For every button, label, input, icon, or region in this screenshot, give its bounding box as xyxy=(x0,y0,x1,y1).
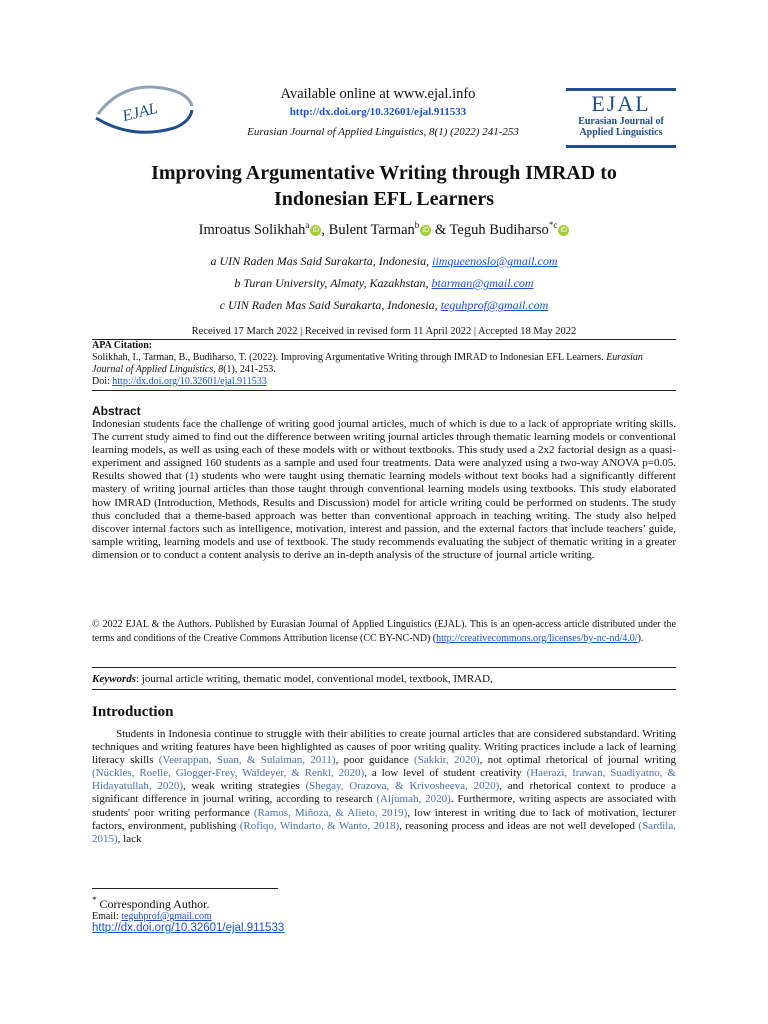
footnote-email-label: Email: xyxy=(92,911,122,922)
keywords xyxy=(92,673,676,685)
author-list xyxy=(70,220,698,239)
footnote-rule xyxy=(92,888,278,889)
introduction-text xyxy=(92,728,676,845)
apa-journal: Eurasian Journal of Applied Linguistics, 8 xyxy=(92,352,643,375)
intro-text-segment: , a low level of student creativity xyxy=(364,767,527,780)
ejal-logo-line1: Eurasian Journal of xyxy=(578,116,664,127)
copyright-text: © 2022 EJAL & the Authors. Published by Eurasian Journal of Applied Linguistics (EJAL). This is an open-access article distributed under the terms and conditions of the Creative Commons Attribution license (CC BY-NC-ND) ( xyxy=(92,619,676,644)
apa-citation xyxy=(92,340,676,388)
citation[interactable]: (Rofiqo, Windarto, & Wanto, 2018) xyxy=(239,819,400,832)
abstract-body: Indonesian students face the challenge of writing good journal articles, much of which is due to a lack of appropriate writing skills. The current study aimed to find out the difference between writing journal articles through thematic learning models or conventional learning models, as well as using each of these models with or without textbooks. This study used a 2x2 factorial design as a quasi-experiment and assigned 160 students as a sample and used four treatments. Data were analyzed using a two-way ANOVA p=0.05. Results showed that (1) students who were taught using thematic learning models without text books had a significantly different mastery of writing journal articles than those taught through conventional learning models using textbooks. This study elaborated how IMRAD (Introduction, Methods, Results and Discussion) model for article writing could be performed on students. The study thus concluded that a theme-based approach was better than conventional approach in teaching writing. The study also helped discover internal factors such as intelligence, motivation, interest and passion, and the external factors that include teachers’ guide, sample writing, learning models and use of textbook. The study recommends evaluating the subject of thematic writing in a greater dimension or to conduct a content analysis to derive an in-depth analysis of the structure of journal article writing. xyxy=(92,418,676,561)
apa-doi-link[interactable]: http://dx.doi.org/10.32601/ejal.911533 xyxy=(112,376,267,387)
affiliation-email[interactable]: btarman@gmail.com xyxy=(431,276,534,290)
citation[interactable]: (Sakkir, 2020) xyxy=(414,754,480,767)
divider xyxy=(92,390,676,391)
author-sup: *c xyxy=(548,220,558,230)
available-online: Available online at www.ejal.info xyxy=(280,86,476,102)
intro-text-segment: , lack xyxy=(117,832,142,845)
logo-left-text: EJAL xyxy=(120,99,160,126)
affiliation-text: b Turan University, Almaty, Kazakhstan, xyxy=(234,276,432,290)
affiliation-text: a UIN Raden Mas Said Surakarta, Indonesia, xyxy=(210,254,433,268)
apa-text: Solikhah, I., Tarman, B., Budiharso, T. (2022). Improving Argumentative Writing through IMRAD to Indonesian EFL Learners. xyxy=(92,352,607,363)
keywords-text: : journal article writing, thematic model, conventional model, textbook, IMRAD, xyxy=(136,673,493,685)
journal-citation: Eurasian Journal of Applied Linguistics, 8(1) (2022) 241-253 xyxy=(247,126,519,138)
footnote-email xyxy=(92,911,676,922)
orcid-icon[interactable]: iD xyxy=(558,225,569,236)
intro-text-segment: , poor guidance xyxy=(335,754,415,767)
ejal-swirl-logo xyxy=(92,80,196,138)
affiliation-text: c UIN Raden Mas Said Surakarta, Indonesia, xyxy=(219,298,441,312)
divider xyxy=(92,667,676,668)
apa-pages: (1), 241-253. xyxy=(223,364,276,375)
received-dates: Received 17 March 2022 | Received in revised form 11 April 2022 | Accepted 18 May 2022 xyxy=(191,326,577,337)
citation[interactable]: (Veerappan, Suan, & Sulaiman, 2011) xyxy=(158,754,336,767)
affiliation-email[interactable]: iimqueenoslo@gmail.com xyxy=(432,254,558,268)
citation[interactable]: (Haerazi, Irawan, Suadiyatno, & Hidayatullah, 2020) xyxy=(92,767,676,793)
affiliation-email[interactable]: teguhprof@gmail.com xyxy=(440,298,549,312)
intro-text-segment: , low interest in writing due to lack of motivation, lecturer factors, environment, publishing xyxy=(92,806,676,832)
footnote-text: Corresponding Author. xyxy=(96,897,210,911)
affiliation xyxy=(70,276,698,291)
footnote-mark: * xyxy=(92,895,97,905)
license-link[interactable]: http://creativecommons.org/licenses/by-nc-nd/4.0/ xyxy=(436,633,638,644)
divider xyxy=(92,689,676,690)
ejal-logo-line2: Applied Linguistics xyxy=(579,127,663,138)
citation[interactable]: (Nückles, Roelle, Glogger-Frey, Waldeyer, & Renkl, 2020) xyxy=(92,767,365,780)
footnote-doi-link[interactable]: http://dx.doi.org/10.32601/ejal.911533 xyxy=(92,922,285,934)
author-sup: a xyxy=(305,220,310,230)
author-sup: b xyxy=(414,220,420,230)
ejal-logo-title: EJAL xyxy=(591,91,651,116)
intro-text-segment: , reasoning process and ideas are not well developed xyxy=(399,819,639,832)
copyright-notice xyxy=(92,618,676,646)
author-name: Teguh Budiharso xyxy=(449,221,549,238)
citation[interactable]: (Aljumah, 2020) xyxy=(376,793,451,806)
author-separator: , xyxy=(321,221,326,238)
author-separator: & xyxy=(434,221,447,238)
intro-text-segment: , not optimal rhetorical of journal writing xyxy=(479,754,676,767)
copyright-tail: ). xyxy=(637,633,644,644)
affiliation xyxy=(70,254,698,269)
header-doi-link[interactable]: http://dx.doi.org/10.32601/ejal.911533 xyxy=(289,106,467,118)
author-name: Imroatus Solikhah xyxy=(198,221,306,238)
footnote-email-link[interactable]: teguhprof@gmail.com xyxy=(121,911,212,922)
intro-text-segment: , weak writing strategies xyxy=(183,780,306,793)
citation[interactable]: (Ramos, Miñoza, & Alieto, 2019) xyxy=(253,806,408,819)
introduction-body xyxy=(92,728,676,846)
paper-title-line1: Improving Argumentative Writing through IMRAD to xyxy=(151,162,617,184)
paper-title-line2: Indonesian EFL Learners xyxy=(273,188,495,210)
citation[interactable]: (Shegay, Orazova, & Krivosheeva, 2020) xyxy=(305,780,500,793)
intro-text-segment: . Furthermore, writing aspects are associated with students' poor writing performance xyxy=(92,793,676,819)
orcid-icon[interactable]: iD xyxy=(310,225,321,236)
intro-text-segment: Students in Indonesia continue to struggle with their abilities to create journal articles that are considered substandard. Writing techniques and writing features have been highlighted as causes of poor writing quality. Writing practices include a lack of learning literacy skills xyxy=(92,728,676,767)
ejal-logo xyxy=(566,88,676,148)
intro-text-segment: , and rhetorical context to produce a significant difference in journal writing, according to research xyxy=(92,780,676,806)
apa-doi-label: Doi: xyxy=(92,376,113,387)
keywords-label: Keywords xyxy=(92,673,136,685)
footnote xyxy=(92,895,676,912)
apa-label: APA Citation: xyxy=(92,340,153,351)
paper-title xyxy=(70,160,698,212)
introduction-heading: Introduction xyxy=(92,704,174,720)
orcid-icon[interactable]: iD xyxy=(420,225,431,236)
abstract-heading: Abstract xyxy=(92,404,141,418)
citation[interactable]: (Sardila, 2015) xyxy=(92,819,676,845)
author-name: Bulent Tarman xyxy=(328,221,415,238)
affiliation xyxy=(70,298,698,313)
